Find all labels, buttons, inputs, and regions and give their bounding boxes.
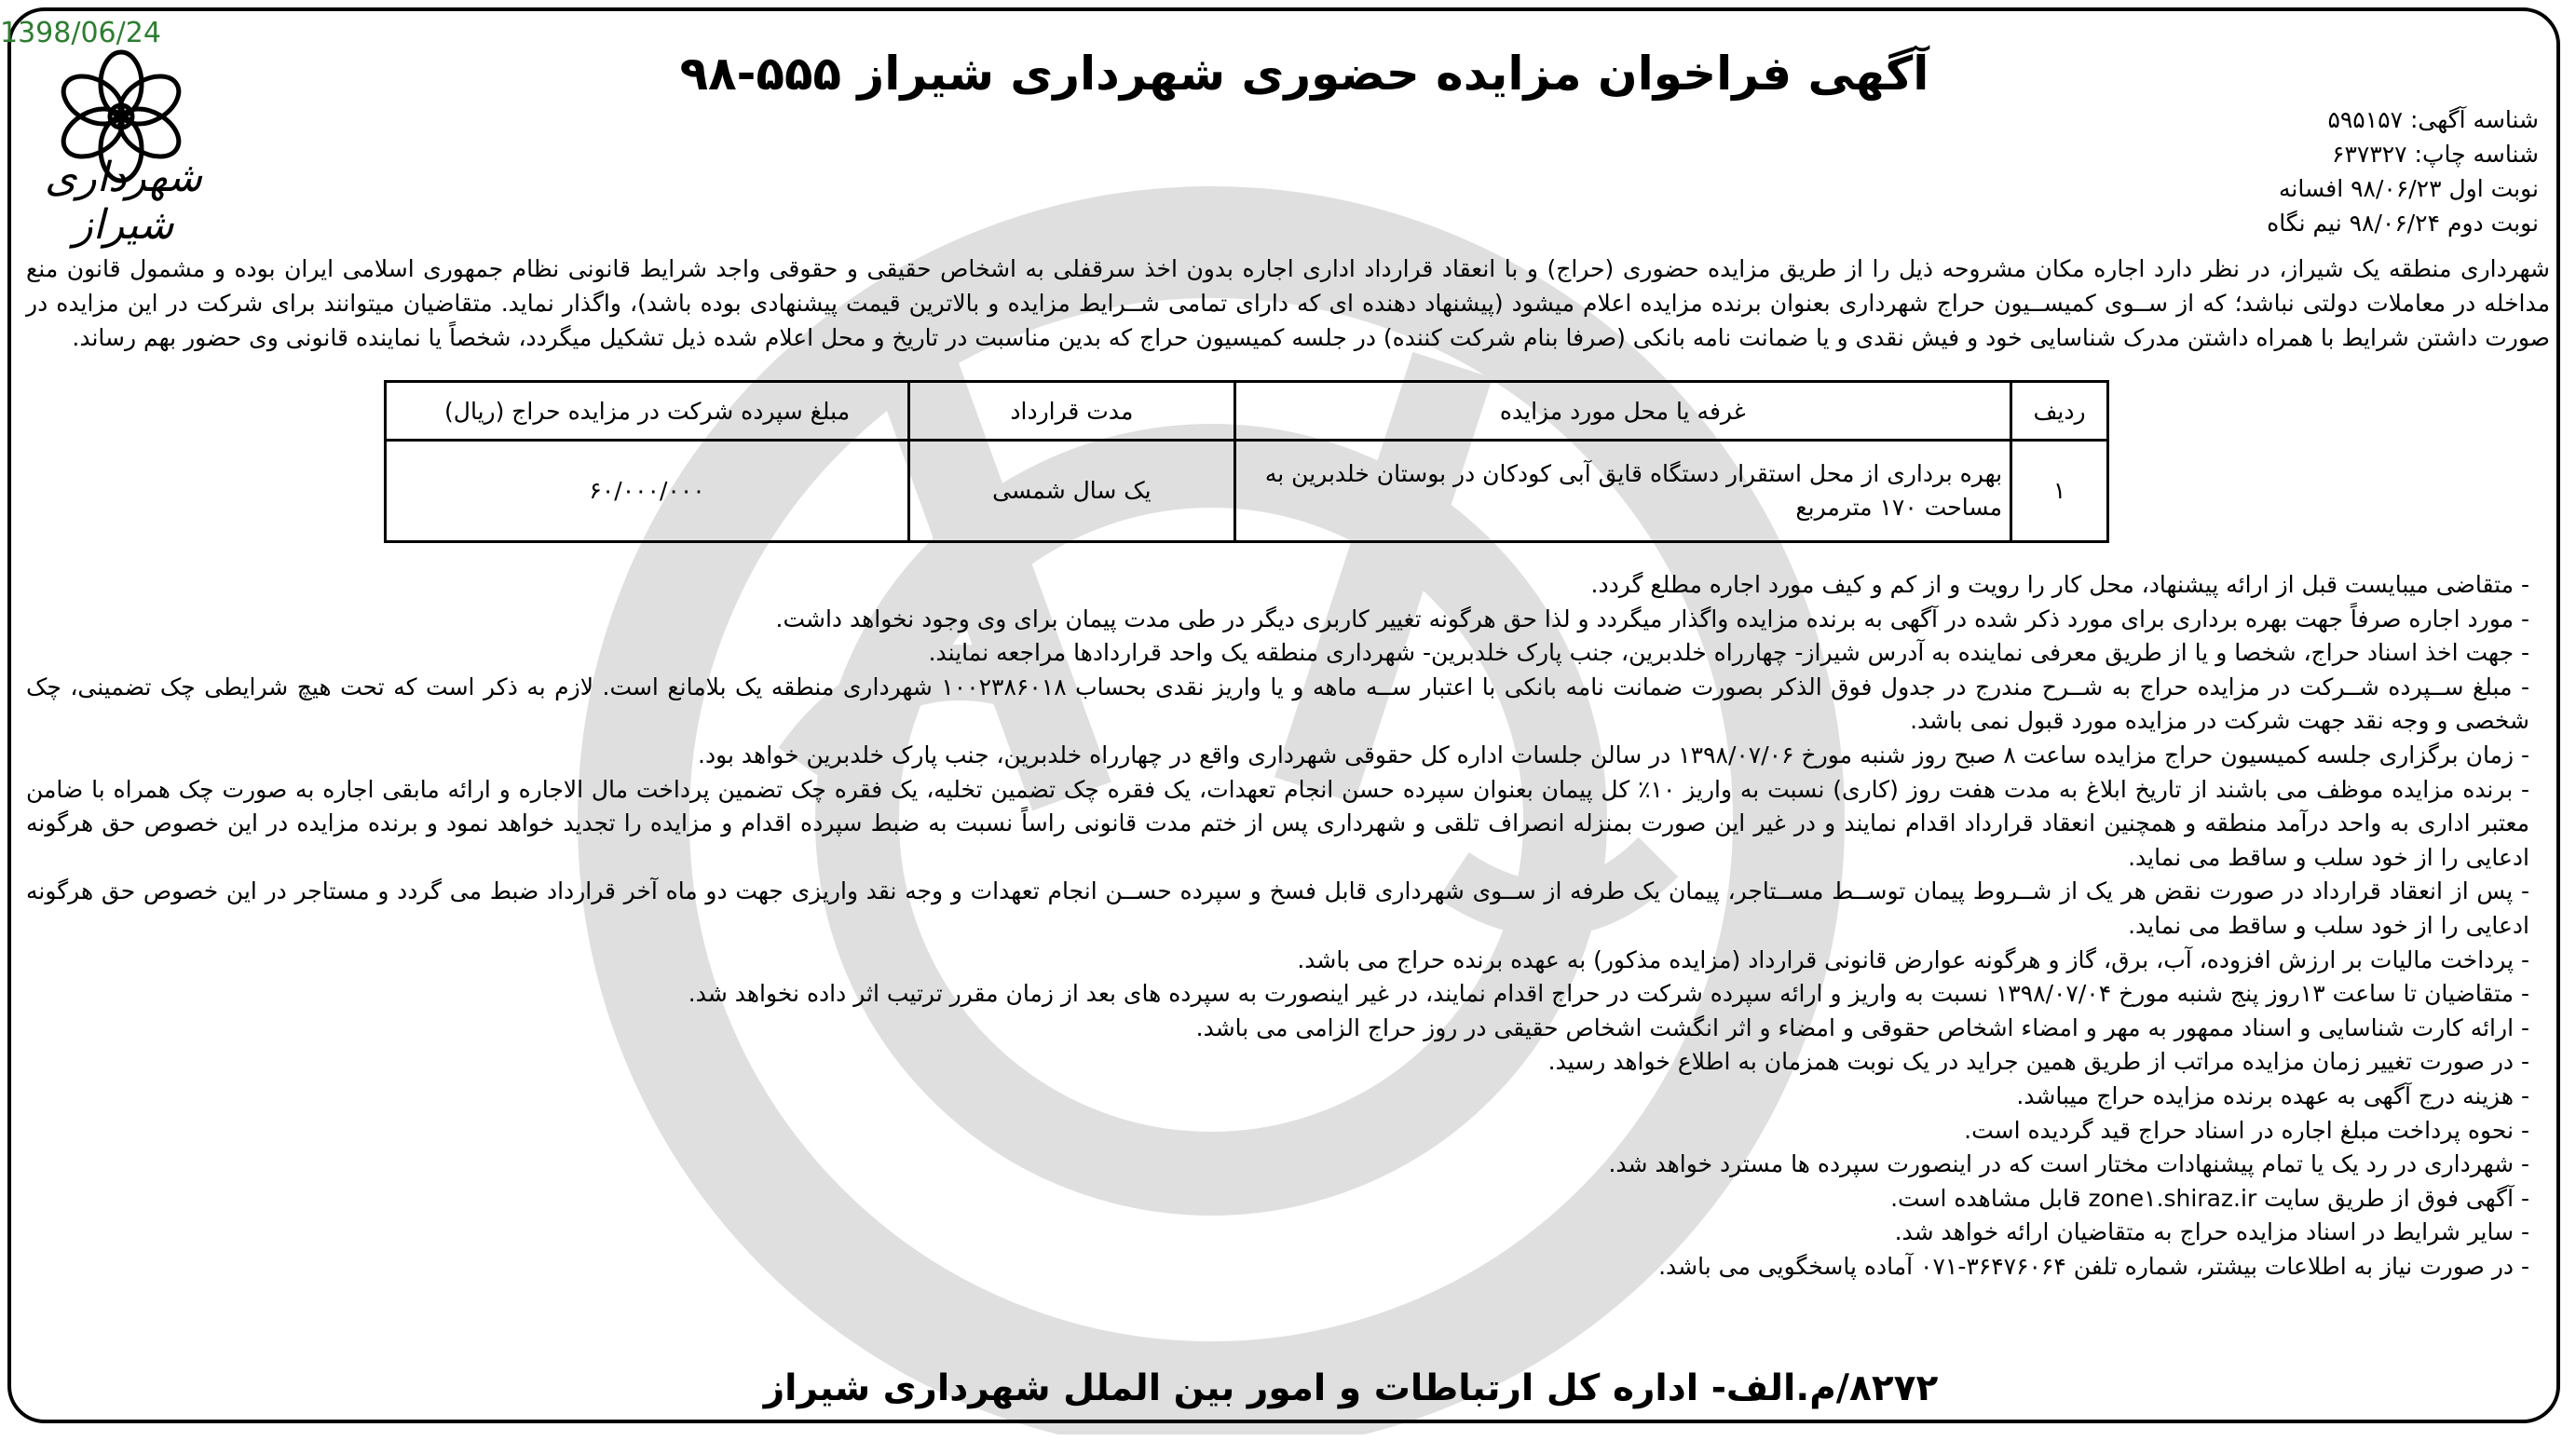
list-item: - زمان برگزاری جلسه کمیسیون حراج مزایده ساعت ۸ صبح روز شنبه مورخ ۱۳۹۸/۰۷/۰۶ در سالن جلسات اداره کل حقوقی شهرداری واقع در چهارراه خلدبرین، جنب پارک خلدبرین خواهد بود.	[698, 741, 2529, 768]
first-publication: نوبت اول ۹۸/۰۶/۲۳ افسانه	[2278, 175, 2539, 202]
header-row-number: ردیف	[2011, 382, 2108, 441]
list-item: - در صورت نیاز به اطلاعات بیشتر، شماره تلفن ۳۶۴۷۶۰۶۴-۰۷۱ آماده پاسخگویی می باشد.	[1658, 1252, 2529, 1280]
conditions-list	[26, 568, 2529, 1284]
print-id: شناسه چاپ: ۶۳۷۳۲۷	[2332, 141, 2539, 168]
header-deposit-amount: مبلغ سپرده شرکت در مزایده حراج (ریال)	[386, 382, 909, 441]
list-item: - مبلغ ســپرده شــرکت در مزایده حراج به شــرح مندرج در جدول فوق الذکر بصورت ضمانت نامه بانکی با اعتبار ســه ماهه و یا واریز نقدی بحساب ۱۰۰۲۳۸۶۰۱۸ شهرداری منطقه یک بلامانع است. لازم به ذکر است که تحت هیچ شرایطی چک تضمینی، چک شخصی و وجه نقد جهت شرکت در مزایده مورد قبول نمی باشد.	[26, 673, 2529, 735]
list-item: - در صورت تغییر زمان مزایده مراتب از طریق همین جراید در یک نوبت همزمان به اطلاع خواهد رسید.	[1547, 1048, 2529, 1076]
list-item: - برنده مزایده موظف می باشند از تاریخ ابلاغ به مدت هفت روز (کاری) نسبت به واریز ۱۰٪ کل پیمان بعنوان سپرده حسن انجام تعهدات، یک فقره چک تضمین تخلیه، یک فقره چک تضمین پرداخت مال الاجاره و ارائه مابقی اجاره به صورت چک همراه با ضامن معتبر اداری به واحد درآمد منطقه و همچنین انعقاد قرارداد اقدام نمایند و در غیر این صورت بمنزله انصراف تلقی و شهرداری پس از ختم مدت قانونی راساً نسبت به ضبط سپرده اقدام و مزایده را تجدید خواهد نمود و برنده مزایده در این خصوص حق هرگونه ادعایی را از خود سلب و ساقط می نماید.	[26, 775, 2529, 871]
logo-wordmark: شهرداری شیراز	[45, 154, 202, 249]
cell-location: بهره برداری از محل استقرار دستگاه قایق آبی کودکان در بوستان خلدبرین به مساحت ۱۷۰ مترمربع	[1234, 441, 2010, 542]
cell-row-number: ۱	[2011, 441, 2108, 542]
table-row	[386, 441, 2108, 542]
intro-paragraph: شهرداری منطقه یک شیراز، در نظر دارد اجاره مکان مشروحه ذیل را از طریق مزایده حضوری (حراج) و با انعقاد قرارداد اداری اجاره بدون اخذ سرقفلی به اشخاص حقیقی و حقوقی واجد شرایط قانونی نظام جمهوری اسلامی ایران بوده و مشمول قانون منع مداخله در معاملات دولتی نباشد؛ که از ســوی کمیســیون حراج شهرداری بعنوان برنده مزایده اعلام میشود (پیشنهاد دهنده ای که دارای تمامی شــرایط مزایده و بالاترین قیمت پیشنهادی بوده باشد)، واگذار نماید. متقاضیان میتوانند برای شرکت در این مزایده در صورت داشتن شرایط با همراه داشتن مدرک شناسایی خود و فیش نقدی و یا ضمانت نامه بانکی (صرفا بنام شرکت کننده) در جلسه کمیسیون حراج که بدین مناسبت در تاریخ و محل اعلام شده ذیل تشکیل میگردد، شخصاً یا نماینده قانونی وی حضور بهم رساند.	[26, 255, 2550, 351]
page-title: آگهی فراخوان مزایده حضوری شهرداری شیراز ۵۵۵-۹۸	[679, 47, 1929, 101]
list-item: - جهت اخذ اسناد حراج، شخصا و یا از طریق معرفی نماینده به آدرس شیراز- چهارراه خلدبرین، جنب پارک خلدبرین- شهرداری منطقه یک واحد قراردادها مراجعه نمایند.	[928, 639, 2529, 667]
list-item: - آگهی فوق از طریق سایت zone۱.shiraz.ir قابل مشاهده است.	[1890, 1184, 2529, 1212]
date-stamp: 1398/06/24	[0, 17, 161, 49]
cell-contract-duration: یک سال شمسی	[909, 441, 1234, 542]
second-publication: نوبت دوم ۹۸/۰۶/۲۴ نیم نگاه	[2267, 210, 2539, 237]
cell-deposit-amount: ۶۰/۰۰۰/۰۰۰	[386, 441, 909, 542]
auction-table	[384, 380, 2109, 543]
list-item: - سایر شرایط در اسناد مزایده حراج به متقاضیان ارائه خواهد شد.	[1894, 1218, 2529, 1246]
list-item: - مورد اجاره صرفاً جهت بهره برداری برای مورد ذکر شده در آگهی به برنده مزایده واگذار میگردد و لذا حق هرگونه تغییر کاربری دیگر در طی مدت پیمان برای وی وجود نخواهد داشت.	[775, 605, 2529, 632]
list-item: - پس از انعقاد قرارداد در صورت نقض هر یک از شــروط پیمان توســط مســتاجر، پیمان یک طرفه از ســوی شهرداری قابل فسخ و سپرده حســن انجام تعهدات و وجه نقد واریزی جهت دو ماه آخر قرارداد ضبط می گردد و مستاجر در این خصوص حق هرگونه ادعایی را از خود سلب و ساقط می نماید.	[26, 877, 2529, 939]
table-header-row	[386, 382, 2108, 441]
ad-metadata	[1887, 102, 2539, 240]
list-item: - شهرداری در رد یک یا تمام پیشنهادات مختار است که در اینصورت سپرده ها مسترد خواهد شد.	[1608, 1150, 2529, 1178]
footer-signature: ۸۲۷۲/م.الف- اداره کل ارتباطات و امور بین الملل شهرداری شیراز	[763, 1367, 1939, 1409]
list-item: - ارائه کارت شناسایی و اسناد ممهور به مهر و امضاء اشخاص حقوقی و امضاء و اثر انگشت اشخاص حقیقی در روز حراج الزامی می باشد.	[1195, 1013, 2529, 1041]
list-item: - پرداخت مالیات بر ارزش افزوده، آب، برق، گاز و هرگونه عوارض قانونی قرارداد (مزایده مذکور) به عهده برنده حراج می باشد.	[1297, 945, 2529, 973]
list-item: - هزینه درج آگهی به عهده برنده مزایده حراج میباشد.	[2016, 1081, 2529, 1109]
ad-id: شناسه آگهی: ۵۹۵۱۵۷	[2327, 106, 2539, 133]
list-item: - متقاضی میبایست قبل از ارائه پیشنهاد، محل کار را رویت و از کم و کیف مورد اجاره مطلع گردد.	[1590, 571, 2529, 598]
list-item: - متقاضیان تا ساعت ۱۳روز پنج شنبه مورخ ۱۳۹۸/۰۷/۰۴ نسبت به واریز و ارائه سپرده شرکت در حراج اقدام نمایند، در غیر اینصورت به سپرده های بعد از زمان مقرر ترتیب اثر داده نخواهد شد.	[688, 980, 2529, 1008]
header-location: غرفه یا محل مورد مزایده	[1234, 382, 2010, 441]
header-contract-duration: مدت قرارداد	[909, 382, 1234, 441]
list-item: - نحوه پرداخت مبلغ اجاره در اسناد حراج قید گردیده است.	[1964, 1116, 2529, 1144]
